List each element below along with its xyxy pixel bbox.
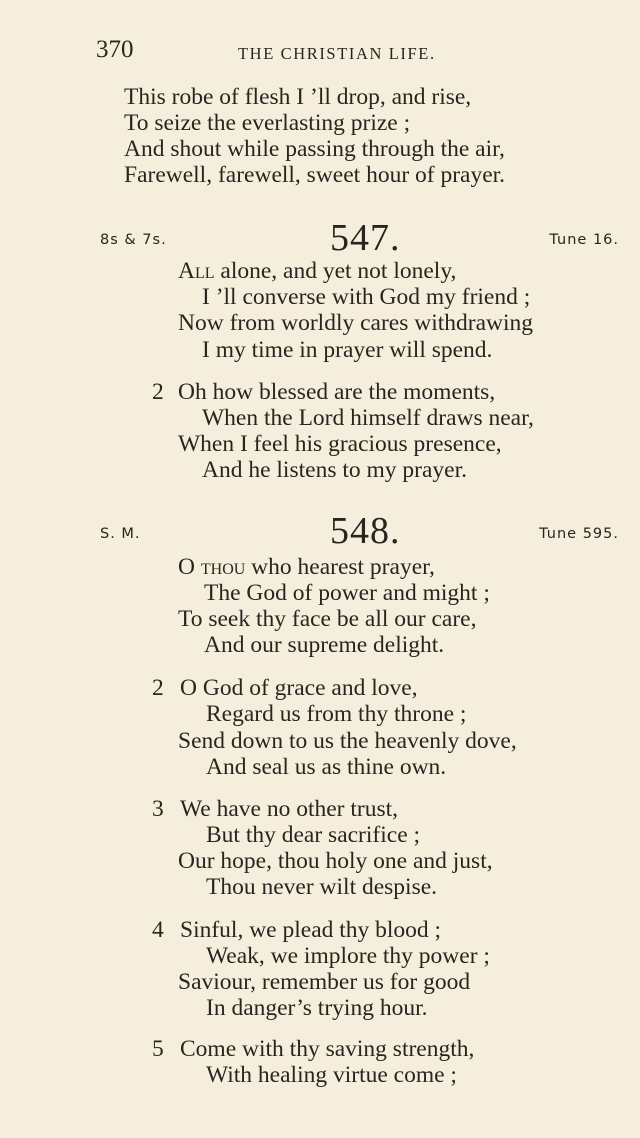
verse-line: Weak, we implore thy power ; [206, 943, 490, 969]
verse-line: Farewell, farewell, sweet hour of prayer. [124, 162, 506, 188]
small-caps-word: All [178, 258, 215, 284]
verse-line: To seek thy face be all our care, [178, 606, 477, 632]
verse-line: I my time in prayer will spend. [202, 337, 493, 363]
verse-line: The God of power and might ; [204, 580, 490, 606]
verse-line: This robe of flesh I ’ll drop, and rise, [124, 84, 472, 110]
running-head [96, 36, 620, 66]
hymn-number: 548. [330, 510, 401, 552]
verse-line: Come with thy saving strength, [180, 1036, 475, 1062]
tune-label: Tune 16. [549, 232, 619, 248]
page-number: 370 [96, 36, 134, 63]
meter-label: 8s & 7s. [100, 232, 167, 248]
verse-line: Saviour, remember us for good [178, 969, 471, 995]
verse-line: We have no other trust, [180, 796, 399, 822]
verse-line: In danger’s trying hour. [206, 995, 428, 1021]
verse-line: Oh how blessed are the moments, [178, 379, 496, 405]
verse-line: Now from worldly cares withdrawing [178, 310, 534, 336]
verse-first-line [178, 260, 456, 284]
first-line-text: who hearest prayer, [245, 554, 435, 580]
verse-number: 2 [152, 379, 164, 405]
verse-line: When I feel his gracious presence, [178, 431, 502, 457]
first-word: O [178, 554, 195, 580]
verse-number: 3 [152, 796, 164, 822]
hymn-547-header [0, 217, 640, 262]
verse-line: I ’ll converse with God my friend ; [202, 284, 531, 310]
verse-line: When the Lord himself draws near, [202, 405, 534, 431]
verse-line: Our hope, thou holy one and just, [178, 848, 493, 874]
small-caps-word: thou [200, 554, 246, 580]
verse-number: 5 [152, 1036, 164, 1062]
verse-line: To seize the everlasting prize ; [124, 110, 411, 136]
hymn-548-header [0, 510, 640, 553]
verse-number: 2 [152, 675, 164, 701]
first-line-text: alone, and yet not lonely, [214, 258, 457, 284]
verse-line: And shout while passing through the air, [124, 136, 505, 162]
verse-line: Regard us from thy throne ; [206, 701, 467, 727]
hymn-number: 547. [330, 217, 401, 259]
verse-number: 4 [152, 917, 164, 943]
verse-line: Thou never wilt despise. [206, 874, 438, 900]
verse-first-line [178, 556, 435, 580]
verse-line: But thy dear sacrifice ; [206, 822, 421, 848]
tune-label: Tune 595. [539, 526, 619, 542]
verse-line: And seal us as thine own. [206, 754, 447, 780]
running-title: THE CHRISTIAN LIFE. [238, 44, 436, 63]
meter-label: S. M. [100, 526, 141, 542]
verse-line: Sinful, we plead thy blood ; [180, 917, 442, 943]
verse-line: O God of grace and love, [180, 675, 418, 701]
verse-line: With healing virtue come ; [206, 1062, 457, 1088]
verse-line: And he listens to my prayer. [202, 457, 467, 483]
verse-line: Send down to us the heavenly dove, [178, 728, 517, 754]
verse-line: And our supreme delight. [204, 632, 445, 658]
